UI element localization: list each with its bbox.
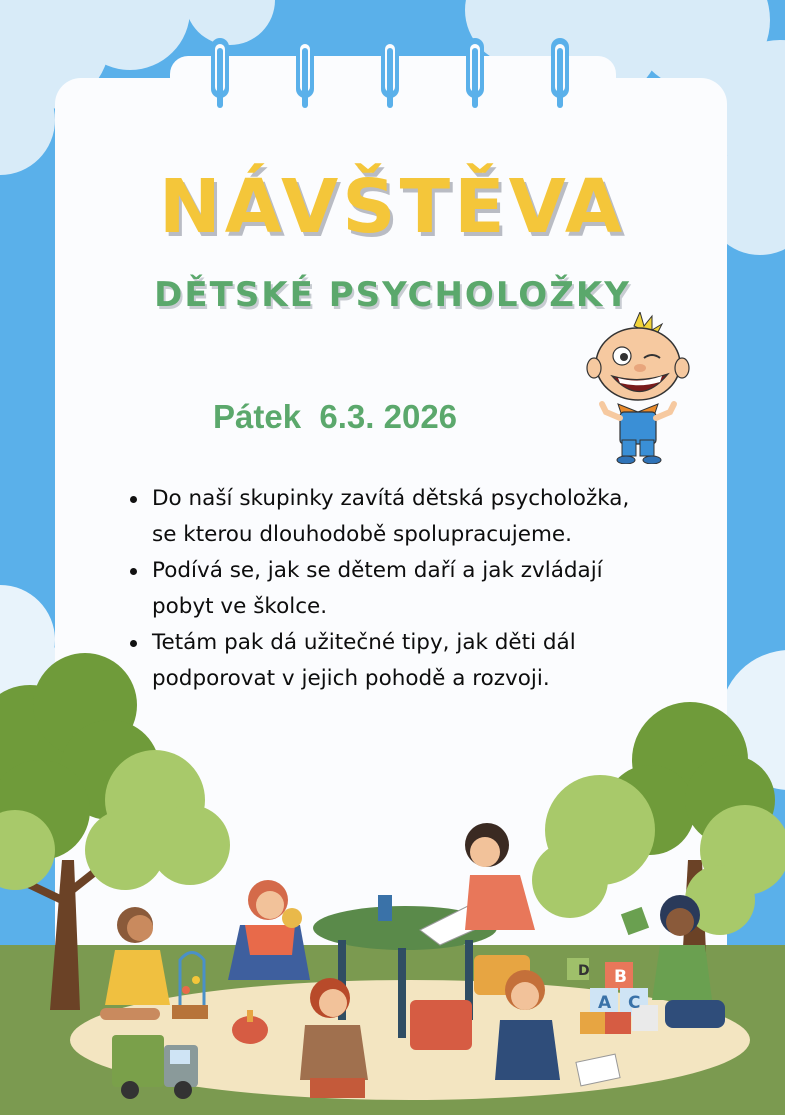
block-letter: C (628, 993, 641, 1013)
cartoon-boy-illustration (582, 312, 694, 464)
children-playing-illustration (0, 650, 785, 1115)
list-item-line: Do naší skupinky zavítá dětská psycholožka, (152, 486, 630, 511)
child-girl-painting (465, 823, 535, 930)
binder-ring-icon (207, 38, 233, 116)
event-date: Pátek 6.3. 2026 (213, 398, 458, 435)
list-item-line: pobyt ve školce. (152, 594, 328, 619)
list-item-line: Podívá se, jak se dětem daří a jak zvládají (152, 558, 603, 583)
binder-ring-icon (462, 38, 488, 116)
child-girl-doll (228, 880, 310, 980)
list-item (125, 553, 705, 625)
binder-ring-icon (547, 38, 573, 116)
binder-ring-icon (292, 38, 318, 116)
list-item-line: Tetám pak dá užitečné tipy, jak děti dál (152, 630, 576, 655)
list-item-line: podporovat v jejich pohodě a rozvoji. (152, 666, 550, 691)
list-item-line: se kterou dlouhodobě spolupracujeme. (152, 522, 572, 547)
list-item (125, 481, 705, 553)
block-letter: A (598, 993, 612, 1013)
block-letter: D (578, 963, 590, 979)
poster-title: NÁVŠTĚVA (158, 164, 627, 250)
poster-subtitle: DĚTSKÉ PSYCHOLOŽKY (154, 275, 631, 315)
block-letter: B (614, 967, 627, 987)
binder-ring-icon (377, 38, 403, 116)
